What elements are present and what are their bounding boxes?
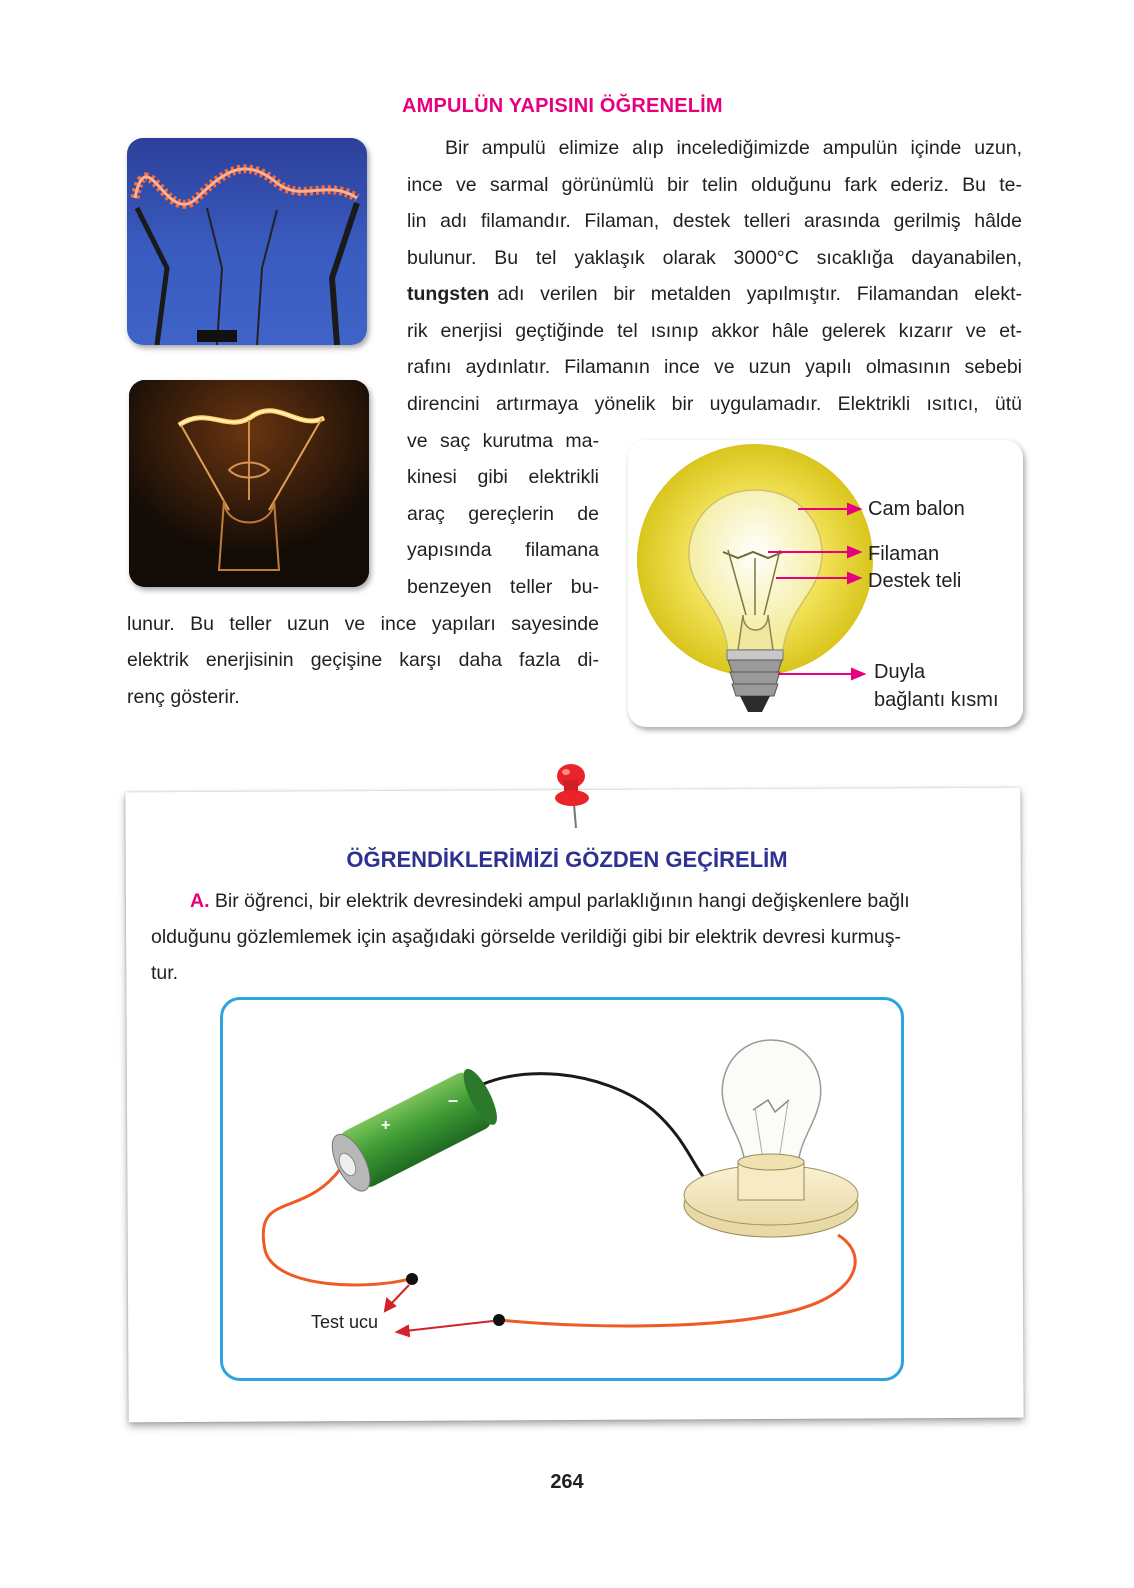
para-line-4: bulunur. Bu tel yaklaşık olarak 3000°C sıcaklığa dayanabilen, <box>407 247 1022 269</box>
section-title: AMPULÜN YAPISINI ÖĞRENELİM <box>402 95 723 117</box>
para-line-13: benzeyen teller bu- <box>407 576 599 598</box>
label-cam-balon: Cam balon <box>868 498 965 520</box>
para-line-14: lunur. Bu teller uzun ve ince yapıları sayesinde <box>127 613 599 635</box>
label-filaman: Filaman <box>868 543 940 565</box>
para-line-16: renç gösterir. <box>127 686 240 708</box>
bulb-diagram <box>628 440 1023 727</box>
question-line-2: olduğunu gözlemlemek için aşağıdaki görselde verildiği gibi bir elektrik devresi kurmuş- <box>151 926 902 948</box>
para-line-5 <box>407 276 1022 313</box>
para-line-10: kinesi gibi elektrikli <box>407 466 599 488</box>
para-line-1: Bir ampulü elimize alıp incelediğimizde ampulün içinde uzun, <box>445 137 1022 159</box>
push-pin-icon <box>548 762 594 832</box>
para-line-12: yapısında filamana <box>407 539 599 561</box>
label-destek-teli: Destek teli <box>868 570 962 592</box>
para-line-5-text: adı verilen bir metalden yapılmıştır. Filamandan elekt- <box>497 283 1022 305</box>
para-line-8: direncini artırmaya yönelik bir uygulamadır. Elektrikli ısıtıcı, ütü <box>407 393 1022 415</box>
review-title: ÖĞRENDİKLERİMİZİ GÖZDEN GEÇİRELİM <box>346 847 788 872</box>
test-lead-label: Test ucu <box>311 1312 379 1332</box>
para-line-2: ince ve sarmal görünümlü bir telin olduğunu fark ederiz. Bu te- <box>407 174 1022 196</box>
question-letter: A. <box>190 890 210 912</box>
para-line-7: rafını aydınlatır. Filamanın ince ve uzun yapılı olmasının sebebi <box>407 356 1022 378</box>
question-line-1-text: Bir öğrenci, bir elektrik devresindeki ampul parlaklığının hangi değişkenlere bağlı <box>214 890 910 912</box>
para-line-15: elektrik enerjisinin geçişine karşı daha fazla di- <box>127 649 599 671</box>
label-duyla: Duyla <box>874 661 926 683</box>
question-line-3: tur. <box>151 962 179 984</box>
page-number: 264 <box>550 1471 584 1493</box>
filament-coil-photo <box>127 138 367 345</box>
glowing-filament-photo <box>129 380 369 587</box>
para-line-9: ve saç kurutma ma- <box>407 430 599 452</box>
question-line-1 <box>190 883 910 919</box>
battery-minus-label: – <box>448 1090 459 1110</box>
para-line-6: rik enerjisi geçtiğinde tel ısınıp akkor hâle gelerek kızarır ve et- <box>407 320 1022 342</box>
para-line-3: lin adı filamandır. Filaman, destek telleri arasında gerilmiş hâlde <box>407 210 1022 232</box>
bold-word-tungsten: tungsten <box>407 283 490 305</box>
label-baglanti-kismi: bağlantı kısmı <box>874 689 999 711</box>
circuit-diagram <box>220 997 904 1381</box>
battery-plus-label: + <box>381 1117 391 1134</box>
para-line-11: araç gereçlerin de <box>407 503 599 525</box>
